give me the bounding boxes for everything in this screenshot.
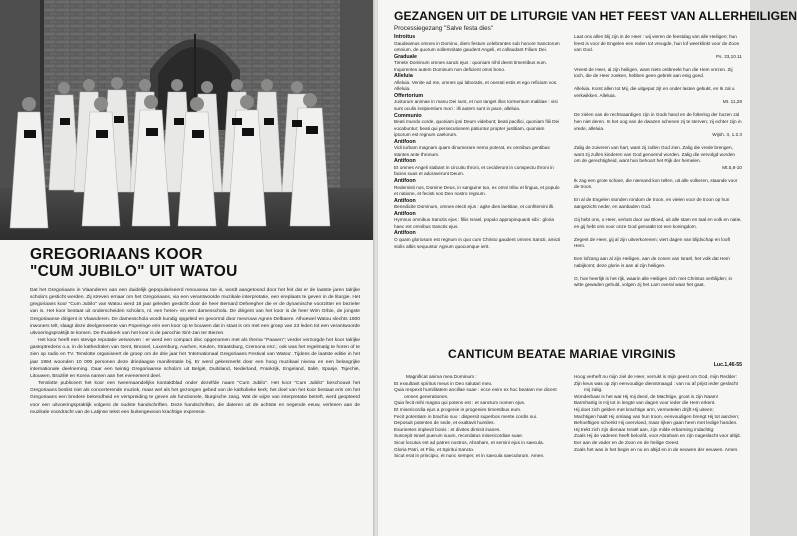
chant-section (394, 113, 562, 139)
article-paragraph: Het koor heeft een stevige reputatie verworven : er werd een compact disc opgenomen met als thema "Paasen"; verder verzorgde het koor talrijke gastoptredens o.a. in de kathedralen van Gent, Brussel, Luxemburg, Aachen, Keulen, Straatsburg, Cremona enz.; ook was het regelmatig te horen of te zien op radio en TV. Tenslotte organiseert de groep om de drie jaar het 'Internationaal Gregoriaans Festival van Watou'. Tijdens de laatste editie in het jaar 1994 woonden 10 000 personen deze driedaagse manifestatie bij. Er werd gekenmerkt door een hoog muzikaal niveau en een belangrijke internationale deelneming. Daar een twintig Gregoriaanse schola's uit België, Duitsland, Nederland, Frankrijk, Engeland, Italië, Spanje, Tsjechië, Litouwen, Brazilië en Korea namen aan het evenement deel. (30, 338, 360, 379)
liturgy-title: GEZANGEN UIT DE LITURGIE VAN HET FEEST VAN ALLERHEILIGEN (394, 9, 797, 23)
chant-section (394, 54, 562, 74)
magnificat-dutch-verse: Behoeftigen schenkt Hij overvloed, maar rijken gaan heen met ledige handen. (574, 421, 738, 427)
magnificat-dutch-verse: Eer aan de vader en de Zoon en de heilige Geest. (574, 440, 680, 446)
magnificat-dutch (574, 375, 742, 454)
chant-section-text: Vidi turbam magnam quam dinumerare nemo poterat, ex omnibus gentibus stantes ante thronum. (394, 145, 550, 157)
latin-chants-column (394, 34, 562, 250)
chant-section (394, 198, 562, 211)
choir-photo (0, 0, 375, 240)
chant-section-text: Alleluia. Venite ad me, omnes qui laboratis, et onerati estis et ego reficiam vos. Alleluia. (394, 79, 558, 92)
scripture-reference: Mt. 11,28 (722, 99, 742, 105)
choir-title-line2: "CUM JUBILO" UIT WATOU (30, 263, 238, 280)
magnificat-latin-verse: Et exsultavit spiritus meus in Deo salutari meo. (394, 381, 493, 387)
chant-section-heading: Antifoon (394, 178, 416, 185)
liturgy-subtitle: Processiegezang "Salve festa dies" (394, 25, 493, 32)
chant-section-heading: Antifoon (394, 230, 416, 237)
translation-block (574, 276, 742, 289)
magnificat-latin-verse: Quia respexit humilitatem ancillae suae : ecce enim ex hoc beatam me dicent omnes generationes. (394, 388, 557, 400)
magnificat-latin-verse: Fecit potentiam in brachio suo : dispersit superbos mente cordis sui. (394, 414, 538, 420)
scripture-reference: Ps. 33,10.11 (716, 53, 742, 59)
translation-block (574, 256, 742, 269)
chant-section-text: Et omnes Angeli stabant in circuitu throni, et ceciderunt in conspectu throni in facies suas et adoraverunt Deum. (394, 164, 554, 177)
dutch-translation-column (574, 34, 742, 295)
magnificat-dutch-verse: Barmhartig is Hij tot in lengte van dagen voor ieder die Hem erkent. (574, 401, 716, 407)
chant-section-heading: Alleluia (394, 73, 413, 80)
magnificat-dutch-verse: Zijn keus was op zijn eenvoudige dienstmaagd : van nu af prijst ieder geslacht mij zalig. (574, 381, 738, 394)
chant-section-heading: Antifoon (394, 138, 416, 145)
chant-section-text: Beati mundo corde, quoniam ipsi Deum videbunt; beati pacifici, quoniam filii Dei vocabuntur; beati qui persecutionem patiuntur propter justitiam, quoniam ipsorum est regnum caelorum. (394, 119, 560, 138)
translation-text: Alleluia. Komt allen tot Mij, die uitgeput zijt en onder lasten gebukt, en Ik zal u verkwikken. Alleluia. (574, 86, 735, 98)
chant-section-text: Timete Dominum omnes sancti ejus : quoniam nihil deest timentibus eum. Inquirentes autem Dominum non deficient omni bono. (394, 60, 548, 72)
chant-section (394, 34, 562, 54)
chant-section-text: Redemisti nos, Domine Deus, in sanguine tuo, ex omni tribu et lingua, et populo et natione, et fecisti nos Deo nostro regnum. (394, 184, 560, 197)
magnificat-latin-verse: Gloria Patri, et Filio, et Spiritui Sancto. (394, 447, 475, 453)
magnificat-latin-verse: Sicut erat in principio, et nunc semper, et in saecula saeculorum. Amen. (394, 454, 545, 460)
chant-section-heading: Offertorium (394, 92, 424, 99)
translation-text: Laat ons allen blij zijn in de Heer : wij vieren de feestdag van alle Heiligen; hun feest is voor de Engelen een reden tot vreugde, hun lof weerklinkt voor de Zoon van God. (574, 34, 740, 53)
chant-section-heading: Antifoon (394, 158, 416, 165)
translation-text: Zalig de zuiveren van hart, want zij zullen God zien. Zalig die vrede brengen, want zij zullen kinderen van God genoemd worden. Zalig die vervolgd worden om de gerechtigheid, want hun behoort het Rijk der hemelen. (574, 145, 736, 164)
chant-section-heading: Introitus (394, 34, 416, 40)
translation-block (574, 178, 742, 191)
chant-section-heading: Antifoon (394, 210, 416, 217)
magnificat-dutch-verse: Zoals het was in het begin en nu en altijd en in de eeuwen der eeuwen. Amen. (574, 447, 739, 453)
magnificat-latin-verse: Magnificat anima mea Dominum : (406, 375, 477, 380)
article-paragraph: Tenslotte publiceert het koor een tweemaandelijks kontaktblad onder dezelfde naam "Cum Jubilo". Het koor "Cum Jubilo" beschouwt het Gregoriaans beslist niet als concerterende muziek, maar wel als het gezongen gebed van de katholieke kerk; het doel van het koor bestaat erin om het Gregoriaans een bredere bekendheid en verspreiding te geven als functionele, liturgische zang. Wat de wijze van interpretatie betreft, werd geopteerd voor een uitvoeringspraktijk volgens de oudste handschriften. Deze handschriften, die dateren uit de achtste en negende eeuw, verlenen aan de muzikale voordracht van de Latijnse tekst een buitengewoon krachtige expressie. (30, 381, 360, 415)
choir-title (30, 246, 360, 280)
translation-block (574, 112, 742, 138)
chant-section-heading: Communio (394, 112, 422, 119)
chant-section (394, 158, 562, 178)
translation-text: Vreest de Heer, al zijn heiligen, want niets ontbreekt hun die Hem vrezen. Zij toch, die de Heer zoeken, hebben geen gebrek aan enig goed. (574, 66, 733, 79)
magnificat-latin-verse: Deposuit potentes de sede, et exaltavit humiles. (394, 421, 495, 427)
chant-section (394, 139, 562, 159)
scripture-reference: Wijsh. 3, 1.2.3 (712, 132, 742, 138)
magnificat-title: CANTICUM BEATAE MARIAE VIRGINIS (448, 347, 676, 361)
magnificat-latin-verse: Et misericordia ejus a progenie in progenies timentibus eum. (394, 407, 522, 413)
translation-text: Een lofzang aan al zijn Heiligen, aan de zonen van Israël, het volk dat Hem nabijkomt; deze glorie is aan al zijn heiligen. (574, 256, 730, 268)
chant-section-text: Benedicite Dominum, omnes electi ejus : agite dies laetitiae, et confitemini illi. (394, 204, 555, 210)
translation-block (574, 67, 742, 80)
magnificat-dutch-verse: Hoog verheft nu mijn ziel de Heer, verrukt is mijn geest om God, mijn Redder: (574, 375, 737, 380)
translation-text: Gij hebt ons, o Heer, verlost door uw Bloed, uit alle stam en taal en volk en natie, en gij hebt ons voor onze God gemaakt tot een koningdom. (574, 216, 742, 229)
choir-title-line1: GREGORIAANS KOOR (30, 246, 203, 263)
magnificat-latin (394, 375, 562, 461)
translation-text: O, hoe heerlijk is het rijk, waarin alle Heiligen zich met Christus verblijden; in witte gewaden gehuld, volgen zij het Lam overal waar het gaat. (574, 275, 733, 288)
magnificat-latin-verse: Esurientes implevit bonis : et divites dimisit inanes. (394, 427, 501, 433)
translation-block (574, 34, 742, 60)
translation-text: Ik zag een grote schare, die niemand kon tellen, uit alle volkeren, staande voor de troon. (574, 177, 738, 190)
magnificat-reference: Luc.1,46-55 (713, 362, 742, 368)
magnificat-dutch-verse: Machtigen haalt Hij omlaag van hun troon, eenvoudigen brengt Hij tot aanzien; (574, 414, 740, 420)
translation-block (574, 86, 742, 106)
choir-photo-image (0, 0, 375, 240)
magnificat-dutch-verse: Hij trekt zich zijn dienaar Israël aan, zijn milde erbarming indachtig: (574, 427, 715, 433)
magnificat-latin-verse: Quia fecit mihi magna qui potens est : et sanctum nomen ejus. (394, 401, 526, 407)
chant-section-text: O quam gloriosum est regnum in quo cum Christo gaudent omnes Sancti, amicti stolis albis sequuntur Agnum quocumque ierit. (394, 236, 561, 249)
chant-section-text: Hymnus omnibus Sanctis ejus : filiis Israel, populo appropinquanti sibi : gloria haec est omnibus Sanctis ejus. (394, 217, 554, 229)
chant-section (394, 93, 562, 113)
chant-section-heading: Antifoon (394, 197, 416, 204)
translation-text: En al de Engelen stonden rondom de troon, en vielen voor de troon op hun aangezicht neder, en aanbaden God. (574, 197, 730, 209)
translation-text: De zielen van de rechtvaardigen zijn in Gods hand en de foltering der bozen zal hen niet deren. In het oog van de dwazen schenen zij te sterven; zij echter zijn in vrede, alleluia. (574, 112, 742, 131)
magnificat-dutch-verse: Hij doet zich gelden met krachtige arm, vermetelen drijft Hij uiteen; (574, 407, 714, 413)
scripture-reference: Mt.5,8-10 (722, 164, 742, 170)
right-page (378, 0, 797, 536)
chant-section-text: Justorum animae in manu Dei sunt, et non tanget illos tormentum malitiae : visi sunt oculis insipientium mori : illi autem sunt in pace, alleluia. (394, 99, 558, 112)
left-page (0, 0, 375, 536)
magnificat-dutch-verse: Wonderbaar is het wat Hij mij deed, de Machtige, groot is zijn Naam! (574, 394, 719, 400)
translation-block (574, 237, 742, 250)
chant-section (394, 230, 562, 250)
choir-article (30, 287, 360, 416)
chant-section (394, 178, 562, 198)
translation-text: Zegent de Heer, gij al zijn uitverkorenen; viert dagen van blijdschap en looft Hem. (574, 236, 731, 249)
translation-block (574, 145, 742, 171)
chant-section (394, 211, 562, 231)
translation-block (574, 217, 742, 230)
magnificat-dutch-verse: Zoals Hij de vaderen heeft beloofd, voor Abraham en zijn nageslacht voor altijd. (574, 434, 741, 440)
chant-section-heading: Graduale (394, 53, 417, 60)
magnificat-latin-verse: Sicut locutus est ad patres nostros, Abraham, et semini ejus in saecula. (394, 440, 544, 446)
chant-section (394, 73, 562, 93)
translation-block (574, 197, 742, 210)
chant-section-text: Gaudeamus omnes in Domino, diem festum celebrantes sub honore Sanctorum omnium, de quorum sollemnitate gaudent Angeli, et collaudant Filium Dei. (394, 40, 560, 53)
article-paragraph: Dat het Gregoriaans in Vlaanderen aan een duidelijk gepopulariseerd renouveau toe is, wordt aangetoond door het feit dat er de laatste jaren talrijke schola's gesticht werden. Zij streven ernaar om het Gregoriaans, via een verantwoorde muzikale interpretatie, een ereplaats te geven in de liturgie. Het gregoriaans koor "Cum Jubilo" van Watou werd 18 jaar geleden gesticht door de heer Bernard Deheegher die er de dynamische voorzitter en bezieler van is. Het koor bestaat uit onderscheiden schola's, nl. een heren- en een damesschola. De dirigent van het koor is de heer Wim Orbie, de jongste Gregoriaanse dirigent in Vlaanderen. De damesschola wordt kundig opgeleid en gevormd door mevrouw Agnes Delbaere. Alhoewel Watou slechts 1500 inwoners telt, slaagt deze deelgemeente van Poperinge erin een koor op te bouwen dat in staat is om met een groep van 23 leden tot een verantwoorde uitvoeringspraktijk te komen. De thuiskerk van het koor is de parochie Sint-Jan ter Biezen. (30, 288, 360, 336)
magnificat-latin-verse: Suscepit Israel puerum suum, recordatus misericordiae suae. (394, 434, 524, 440)
